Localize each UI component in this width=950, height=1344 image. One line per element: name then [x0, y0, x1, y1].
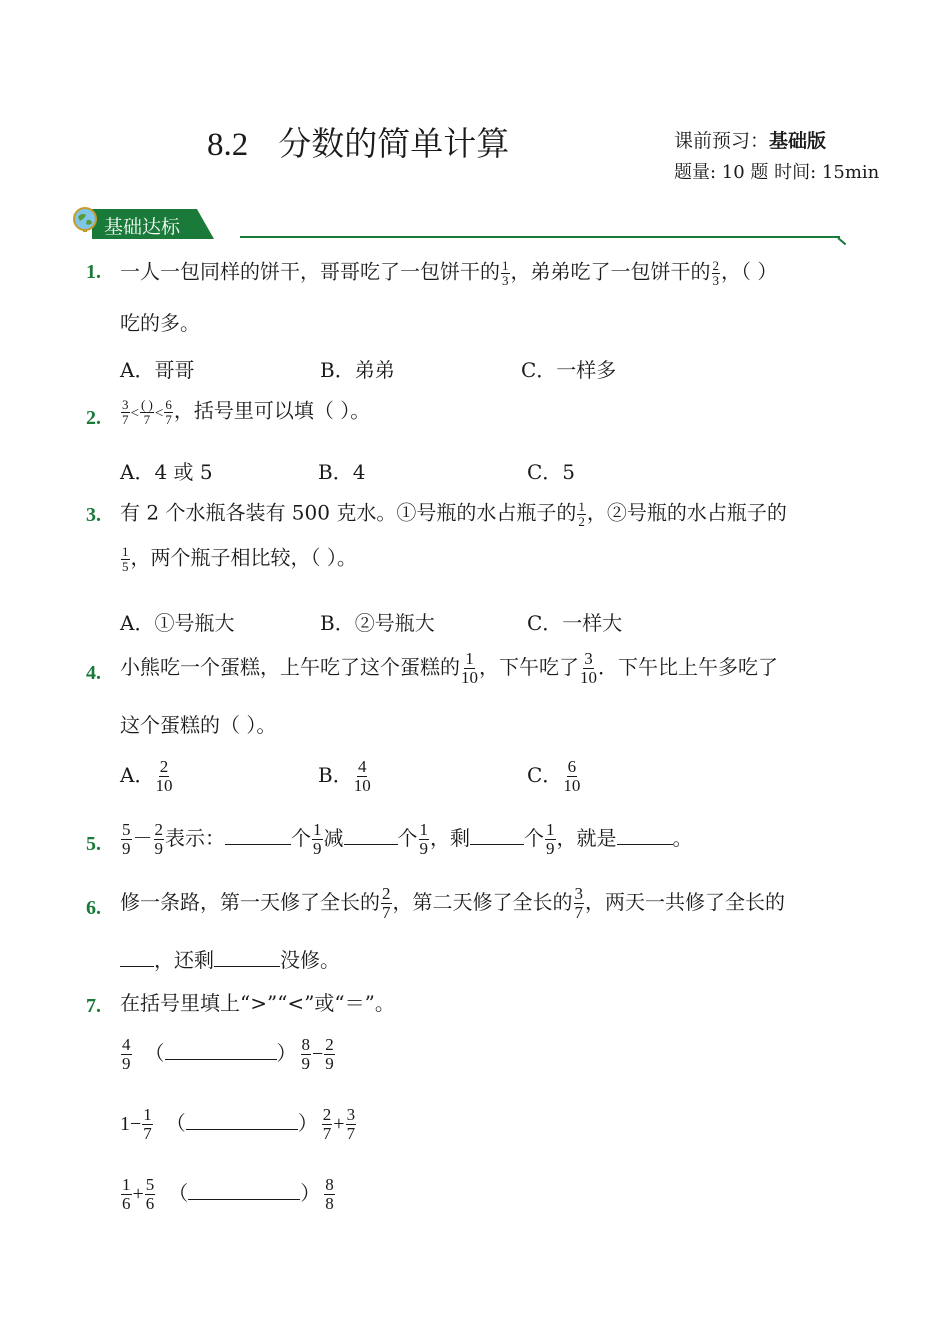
denominator: 7 — [165, 411, 172, 427]
close-paren: ） — [300, 1180, 321, 1205]
fraction — [545, 821, 556, 858]
fraction — [324, 1036, 335, 1073]
numerator: 2 — [159, 757, 169, 776]
compare-row-3 — [120, 1176, 336, 1213]
banner-rule-tail — [837, 237, 846, 245]
fraction — [312, 821, 323, 858]
numerator: 3 — [122, 397, 129, 412]
compare-row-2 — [120, 1106, 357, 1143]
fraction — [164, 398, 173, 426]
text: ，②号瓶的水占瓶子的 — [586, 500, 787, 525]
option-b: B．4 — [318, 460, 366, 484]
question-number: 6. — [86, 897, 101, 919]
denominator: 7 — [346, 1123, 356, 1143]
title-text: 分数的简单计算 — [278, 127, 510, 163]
numerator: 4 — [122, 1035, 131, 1054]
text: ，第二天修了全长的 — [392, 889, 573, 914]
fraction — [354, 758, 371, 795]
question-number: 2. — [86, 407, 101, 429]
answer-blank[interactable] — [120, 966, 154, 967]
fraction — [121, 545, 130, 573]
option-b: B．②号瓶大 — [320, 611, 435, 635]
text: ，弟弟吃了一包饼干的 — [510, 259, 711, 284]
text: ，就是 — [556, 825, 617, 850]
numerator: 3 — [584, 649, 593, 668]
one-minus: 1− — [120, 1112, 142, 1135]
text: 修一条路，第一天修了全长的 — [120, 889, 380, 914]
fraction — [419, 821, 430, 858]
plus-sign: + — [132, 1182, 144, 1205]
compare-row-1 — [120, 1036, 336, 1073]
question-1-line-2: 吃的多。 — [120, 311, 200, 335]
denominator: 7 — [143, 1123, 152, 1143]
text: ，（ ） — [721, 259, 778, 284]
denominator: 7 — [322, 1123, 332, 1143]
denominator: 7 — [143, 411, 151, 427]
question-number: 1. — [86, 261, 101, 283]
numerator: 6 — [165, 397, 172, 412]
question-4-line-1 — [120, 650, 778, 687]
numerator: 1 — [502, 258, 509, 273]
text: ，剩 — [430, 825, 470, 850]
denominator: 10 — [353, 775, 371, 795]
denominator: 9 — [546, 838, 555, 858]
numerator: 8 — [325, 1175, 334, 1194]
close-paren: ） — [276, 1040, 297, 1065]
fraction — [145, 1176, 156, 1213]
numerator: ( ) — [140, 397, 153, 412]
answer-blank[interactable] — [225, 844, 291, 845]
fraction — [154, 821, 165, 858]
text: 减 — [323, 825, 344, 850]
answer-blank[interactable] — [214, 966, 280, 967]
option-c — [527, 758, 581, 795]
fraction — [121, 1036, 132, 1073]
fraction — [346, 1106, 357, 1143]
question-number: 4. — [86, 662, 101, 684]
text: ，括号里可以填（ ）。 — [173, 398, 371, 423]
numerator: 2 — [712, 258, 719, 273]
denominator: 10 — [461, 667, 478, 687]
denominator: 9 — [325, 1053, 334, 1073]
fraction — [301, 1036, 312, 1073]
meta-count: 题量: 10 题 时间: 15min — [674, 162, 880, 183]
fraction — [580, 650, 597, 687]
question-6-line-2 — [120, 950, 340, 970]
section-number: 8.2 — [207, 127, 249, 163]
option-a: A．①号瓶大 — [120, 611, 235, 635]
text: 没修。 — [280, 948, 340, 972]
denominator: 9 — [313, 838, 322, 858]
question-number: 3. — [86, 504, 101, 526]
fraction — [574, 885, 585, 922]
option-label: A． — [120, 762, 155, 787]
fraction — [142, 1106, 153, 1143]
less-than-sign: < — [154, 405, 164, 422]
answer-blank[interactable] — [186, 1129, 298, 1130]
denominator: 3 — [502, 272, 509, 288]
denominator: 9 — [122, 838, 131, 858]
fraction — [461, 650, 478, 687]
numerator: 1 — [546, 820, 555, 839]
numerator: 1 — [419, 820, 428, 839]
option-c: C．一样大 — [527, 611, 623, 635]
question-7-instruction: 在括号里填上“>”“<”或“＝”。 — [120, 991, 395, 1015]
numerator: 4 — [357, 757, 367, 776]
answer-blank[interactable] — [617, 844, 673, 845]
question-6-line-1 — [120, 885, 785, 922]
question-4-line-2: 这个蛋糕的（ ）。 — [120, 713, 277, 737]
numerator: 5 — [122, 820, 131, 839]
option-a: A．4 或 5 — [120, 460, 213, 484]
denominator: 9 — [122, 1053, 131, 1073]
minus-sign: － — [132, 825, 153, 850]
text: ，还剩 — [154, 948, 214, 972]
numerator: 3 — [574, 884, 583, 903]
close-paren: ） — [297, 1110, 318, 1135]
fraction — [324, 1176, 335, 1213]
numerator: 1 — [143, 1105, 152, 1124]
option-a — [120, 758, 173, 795]
section-banner — [72, 206, 852, 246]
numerator: 1 — [578, 499, 585, 514]
denominator: 7 — [574, 902, 583, 922]
text: ，两个瓶子相比较，（ ）。 — [130, 545, 357, 570]
denominator: 9 — [154, 838, 163, 858]
option-b: B．弟弟 — [320, 358, 395, 382]
question-3-line-1 — [120, 500, 787, 528]
fraction — [121, 821, 132, 858]
option-c: C．一样多 — [521, 358, 617, 382]
denominator: 9 — [419, 838, 428, 858]
answer-blank[interactable] — [188, 1199, 300, 1200]
open-paren: （ — [168, 1180, 189, 1205]
question-3-line-2 — [120, 545, 357, 573]
meta-level-value: 基础版 — [769, 130, 827, 152]
denominator: 3 — [712, 272, 719, 288]
fraction — [121, 398, 130, 426]
globe-icon — [72, 206, 98, 232]
fraction — [381, 885, 392, 922]
option-b — [318, 758, 372, 795]
denominator: 6 — [122, 1193, 131, 1213]
denominator: 6 — [145, 1193, 155, 1213]
question-2-line-1 — [120, 398, 370, 426]
option-a: A．哥哥 — [120, 358, 195, 382]
option-label: B． — [318, 762, 353, 787]
text: 有 2 个水瓶各装有 500 克水。①号瓶的水占瓶子的 — [120, 500, 577, 525]
denominator: 7 — [122, 411, 129, 427]
meta-label: 课前预习： — [674, 130, 770, 152]
fraction — [577, 500, 586, 528]
text: ，两天一共修了全长的 — [585, 889, 785, 914]
text: 一人一包同样的饼干，哥哥吃了一包饼干的 — [120, 259, 500, 284]
numerator: 1 — [465, 649, 474, 668]
denominator: 9 — [301, 1053, 310, 1073]
numerator: 2 — [322, 1105, 332, 1124]
numerator: 3 — [346, 1105, 356, 1124]
text: 个 — [291, 825, 311, 850]
option-label: C． — [527, 762, 563, 787]
answer-blank[interactable] — [165, 1059, 277, 1060]
fraction — [563, 758, 580, 795]
numerator: 2 — [325, 1035, 334, 1054]
numerator: 2 — [382, 884, 391, 903]
answer-blank[interactable] — [470, 844, 524, 845]
text: ．下午比上午多吃了 — [598, 654, 778, 679]
denominator: 10 — [563, 775, 581, 795]
open-paren: （ — [165, 1110, 186, 1135]
denominator: 2 — [578, 513, 585, 529]
fraction — [140, 398, 154, 426]
denominator: 5 — [122, 558, 129, 574]
denominator: 8 — [325, 1193, 334, 1213]
fraction — [501, 259, 510, 287]
text: 表示： — [165, 825, 225, 850]
denominator: 7 — [382, 902, 391, 922]
numerator: 1 — [122, 544, 129, 559]
numerator: 2 — [154, 820, 163, 839]
question-number: 5. — [86, 833, 101, 855]
open-paren: （ — [144, 1040, 165, 1065]
text: ，下午吃了 — [479, 654, 579, 679]
fraction — [322, 1106, 333, 1143]
banner-label: 基础达标 — [104, 216, 181, 238]
fraction — [712, 259, 721, 287]
numerator: 1 — [313, 820, 322, 839]
denominator: 10 — [580, 667, 597, 687]
banner-rule — [240, 236, 840, 238]
numerator: 8 — [301, 1035, 310, 1054]
fraction — [121, 1176, 132, 1213]
answer-blank[interactable] — [344, 844, 398, 845]
question-1-line-1 — [120, 259, 777, 287]
question-5-line-1 — [120, 821, 693, 858]
text: 。 — [672, 825, 693, 850]
fraction — [155, 758, 172, 795]
question-number: 7. — [86, 995, 101, 1017]
less-than-sign: < — [130, 405, 139, 422]
option-c: C．5 — [527, 460, 576, 484]
page-title — [207, 118, 509, 165]
plus-sign: + — [333, 1112, 345, 1135]
text: 个 — [524, 825, 544, 850]
numerator: 5 — [145, 1175, 155, 1194]
meta-level — [674, 126, 826, 153]
numerator: 6 — [567, 757, 577, 776]
text: 小熊吃一个蛋糕，上午吃了这个蛋糕的 — [120, 654, 460, 679]
text: 个 — [397, 825, 418, 850]
numerator: 1 — [122, 1175, 131, 1194]
denominator: 10 — [155, 775, 173, 795]
minus-sign: − — [312, 1042, 324, 1065]
